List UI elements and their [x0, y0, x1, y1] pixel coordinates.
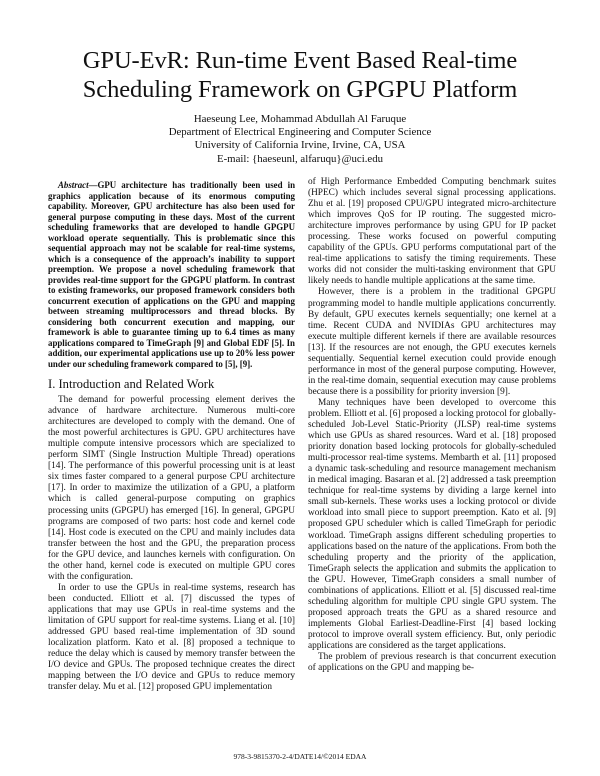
title-line-1: GPU-EvR: Run-time Event Based Real-time: [82, 47, 518, 74]
right-column: [308, 177, 556, 674]
body-paragraph-1: The demand for powerful processing element derives the advance of hardware architecture. Numerous multi-core architectures are developed to comply with the demand. One of the most powerful architectures is GPU. GPU architectures have multiple compute intensive processors which are specialized to perform SIMT (Single Instruction Multiple Thread) operations [14]. The performance of this powerful processing unit is at least six times faster compared to a general purpose CPU architecture [17]. In order to maximize the utilization of a GPU, a platform which is called general-purpose computing on graphics processing units (GPGPU) has emerged [16]. In general, GPGPU programs are composed of two parts: host code and kernel code [14]. Host code is executed on the CPU and mainly includes data transfer between the host and the GPU, the preparation process for the GPU device, and launches kernels with configuration. On the other hand, kernel code is executed on multiple GPU cores with the configuration.: [48, 395, 295, 582]
author-names: Haeseung Lee, Mohammad Abdullah Al Faruque: [193, 113, 407, 125]
body-paragraph-2: In order to use the GPUs in real-time systems, research has been conducted. Elliott et al. [7] discussed the types of applications that may use GPUs in real-time systems and the limitation of GPU support for real-time systems. Liang et al. [10] addressed GPU based real-time implementation of 3D sound localization platform. Kato et al. [8] proposed a technique to reduce the delay which is caused by memory transfer between the I/O device and GPUs. The proposed technique creates the direct mapping between the I/O device and GPUs to reduce memory transfer delay. Mu et al. [12] proposed GPU implementation: [48, 582, 295, 693]
author-block: [60, 113, 540, 166]
abstract: [48, 180, 295, 369]
abstract-lead: Abstract: [58, 180, 89, 190]
author-institution: University of California Irvine, Irvine, CA, USA: [194, 139, 406, 152]
copyright-footer: 978-3-9815370-2-4/DATE14/©2014 EDAA: [233, 752, 367, 761]
body-paragraph-5: Many techniques have been developed to overcome this problem. Elliott et al. [6] proposed a locking protocol for globally-scheduled Job-Level Static-Priority (JLSP) real-time systems which use GPUs as shared resources. Ward et al. [18] proposed priority donation based locking protocols for globally-scheduled multi-processor real-time systems. Membarth et al. [11] proposed a dynamic task-scheduling and resource management mechanism in medical imaging. Basaran et al. [2] addressed a task preemption technique for real-time systems by dividing a large kernel into small sub-kernels. These works uses a locking protocol or divide workload into small piece to support preemption. Kato et al. [9] proposed GPU scheduler which is called TimeGraph for periodic workload. TimeGraph assigns different scheduling properties to applications based on the nature of the applications. From both the scheduling property and the priority of the application, TimeGraph selects the application and submits the application to the GPU. However, TimeGraph considers a small number of combinations of applications. Elliott et al. [5] discussed real-time scheduling algorithm for multiple CPU single GPU system. The proposed approach treats the GPU as a shared resource and implements Global Earliest-Deadline-First [4] based locking protocol to improve overall system efficiency. But, only periodic applications are considered as the target applications.: [308, 397, 556, 651]
section-heading: I. Introduction and Related Work: [48, 377, 215, 391]
body-paragraph-4: However, there is a problem in the traditional GPGPU programming model to handle multiple applications concurrently. By default, GPU executes kernels sequentially; one kernel at a time. Recent CUDA and NVIDIAs GPU architectures may execute multiple different kernels if there are available resources [13]. If the resources are not enough, the GPU executes kernels sequentially. Sequential kernel execution could provide enough performance in most of the general purpose computing. However, in the real-time domain, sequential execution may cause problems because there is a possibility for priority inversion [9].: [308, 287, 556, 397]
left-column: [48, 180, 295, 693]
abstract-text: —GPU architecture has traditionally been used in graphics application because of its enormous computing capability. Moreover, GPU architecture has also been used for general purpose computing in these days. Most of the current scheduling frameworks that are developed to handle GPGPU workload operate sequentially. This is problematic since this sequential approach may not be scalable for real-time systems, which is a consequence of the approach’s inability to support preemption. We propose a novel scheduling framework that provides real-time support for the GPGPU platform. In contrast to existing frameworks, our proposed framework considers both concurrent execution of applications on the GPU and mapping between streaming multiprocessors and thread blocks. By considering both concurrent execution and mapping, our framework is able to guarantee timing up to 6.4 times as many applications compared to TimeGraph [9] and Global EDF [5]. In addition, our experimental applications use up to 20% less power under our scheduling framework compared to [5], [9].: [48, 180, 295, 369]
title-line-2: Scheduling Framework on GPGPU Platform: [82, 76, 518, 103]
author-email: E-mail: {haeseunl, alfaruqu}@uci.edu: [216, 152, 383, 165]
paper-header: [60, 46, 540, 166]
body-paragraph-6: The problem of previous research is that concurrent execution of applications on the GPU and mapping be-: [308, 652, 556, 674]
author-department: Department of Electrical Engineering and Computer Science: [168, 126, 432, 139]
body-paragraph-3: of High Performance Embedded Computing benchmark suites (HPEC) which includes several signal processing applications. Zhu et al. [19] proposed CPU/GPU integrated micro-architecture which improves QoS for IP routing. The suggested micro-architecture improves performance by using GPU for IP packet processing. These works focused on powerful computing capability of the GPUs. GPU performs computational part of the real-time applications to satisfy the timing requirements. These works did not consider the multi-tasking environment that GPU likely needs to handle multiple applications at the same time.: [308, 177, 556, 287]
paper-title: [60, 46, 540, 104]
